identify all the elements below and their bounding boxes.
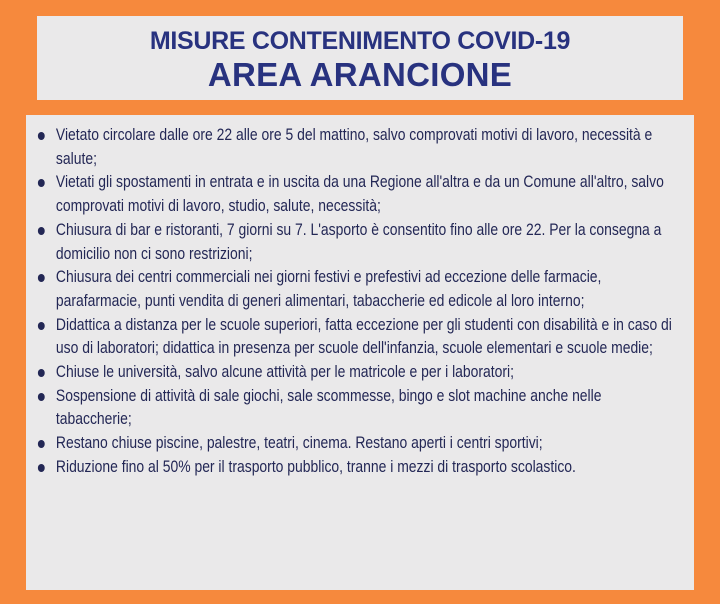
measures-list — [37, 124, 684, 480]
list-item — [37, 432, 677, 456]
bullet-icon — [38, 132, 45, 140]
list-item — [37, 266, 677, 313]
list-item-text: Chiusura di bar e ristoranti, 7 giorni su 7. L'asporto è consentito fino alle ore 22. Per la consegna a domicilio non ci sono restrizioni; — [55, 220, 662, 263]
list-item-text: Riduzione fino al 50% per il trasporto pubblico, tranne i mezzi di trasporto scolastico. — [55, 457, 576, 476]
bullet-icon — [38, 227, 45, 235]
list-item-text: Vietato circolare dalle ore 22 alle ore 5 del mattino, salvo comprovati motivi di lavoro, necessità e salute; — [55, 126, 653, 168]
list-item-text: Didattica a distanza per le scuole superiori, fatta eccezione per gli studenti con disabilità e in caso di uso di laboratori; didattica in presenza per scuole dell'infanzia, scuole elementari e scuole medie; — [55, 315, 672, 358]
bullet-icon — [38, 274, 45, 282]
list-item-text: Restano chiuse piscine, palestre, teatri, cinema. Restano aperti i centri sportivi; — [55, 434, 543, 453]
list-item — [37, 219, 677, 266]
list-item — [37, 124, 677, 171]
list-item — [37, 361, 677, 385]
list-item — [37, 456, 677, 480]
page-subtitle: AREA ARANCIONE — [207, 56, 513, 93]
list-item-text: Chiusura dei centri commerciali nei giorni festivi e prefestivi ad eccezione delle farmacie, parafarmacie, punti vendita di generi alimentari, tabaccherie ed edicole al loro interno; — [55, 268, 602, 310]
bullet-icon — [38, 464, 45, 472]
page-title: MISURE CONTENIMENTO COVID-19 — [149, 27, 571, 55]
title-panel — [37, 16, 683, 100]
list-item-text: Sospensione di attività di sale giochi, sale scommesse, bingo e slot machine anche nelle tabaccherie; — [55, 386, 602, 429]
list-item — [37, 385, 677, 432]
list-item — [37, 171, 677, 218]
list-item — [37, 314, 677, 361]
bullet-icon — [38, 179, 45, 187]
bullet-icon — [38, 322, 45, 330]
bullet-icon — [38, 393, 45, 401]
list-item-text: Chiuse le università, salvo alcune attività per le matricole e per i laboratori; — [55, 363, 515, 382]
bullet-icon — [38, 369, 45, 377]
bullet-icon — [38, 440, 45, 448]
list-item-text: Vietati gli spostamenti in entrata e in uscita da una Regione all'altra e da un Comune all'altro, salvo comprovati motivi di lavoro, studio, salute, necessità; — [55, 173, 664, 216]
measures-panel — [26, 115, 694, 590]
